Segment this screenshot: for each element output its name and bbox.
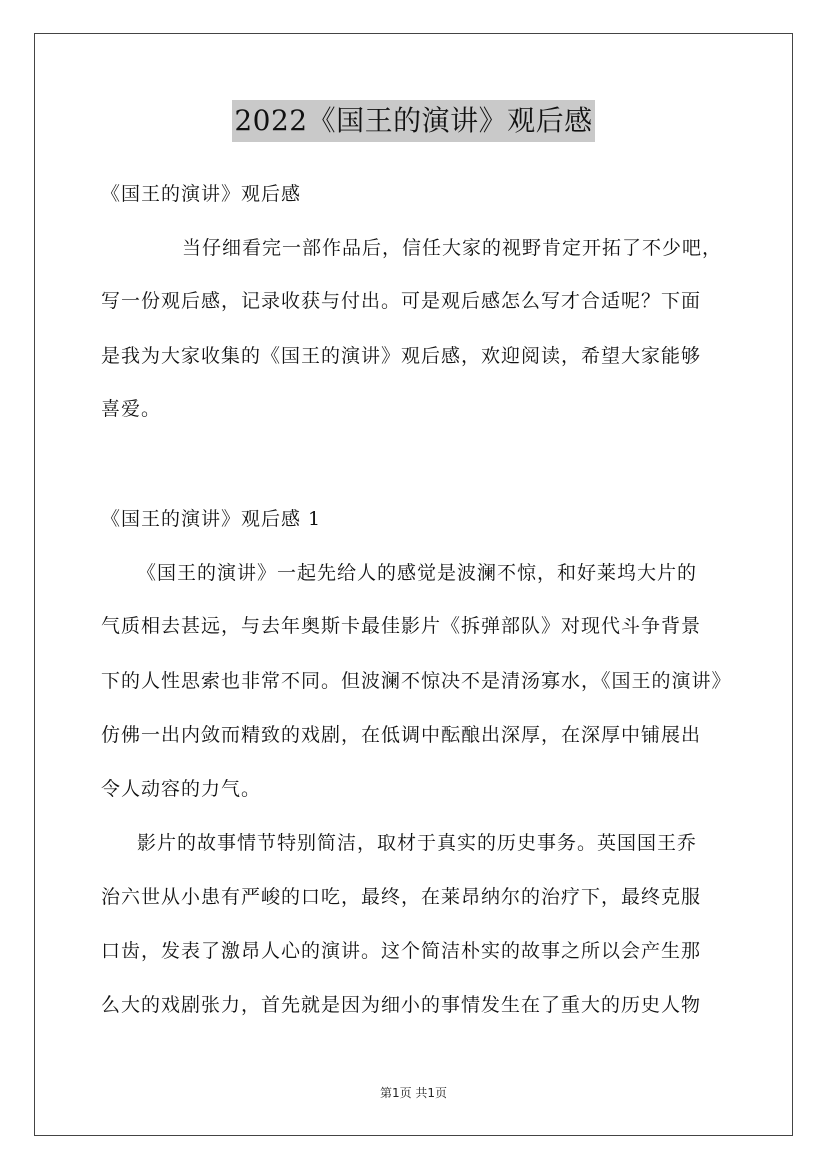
subtitle: 《国王的演讲》观后感 (101, 183, 302, 205)
paragraph-line: 么大的戏剧张力，首先就是因为细小的事情发生在了重大的历史人物 (101, 994, 702, 1016)
paragraph-line: 下的人性思索也非常不同。但波澜不惊决不是清汤寡水，《国王的演讲》 (101, 670, 732, 692)
paragraph-line: 影片的故事情节特别简洁，取材于真实的历史事务。英国国王乔 (137, 832, 698, 854)
intro-line: 写一份观后感，记录收获与付出。可是观后感怎么写才合适呢？下面 (101, 290, 702, 312)
paragraph-line: 《国王的演讲》一起先给人的感觉是波澜不惊，和好莱坞大片的 (137, 562, 698, 584)
paragraph-line: 口齿，发表了激昂人心的演讲。这个简洁朴实的故事之所以会产生那 (101, 940, 702, 962)
paragraph-line: 仿佛一出内敛而精致的戏剧，在低调中酝酿出深厚，在深厚中铺展出 (101, 724, 702, 746)
document-title: 2022《国王的演讲》观后感 (232, 100, 594, 142)
section-heading: 《国王的演讲》观后感 1 (101, 508, 322, 530)
page-footer: 第1页 共1页 (379, 1086, 448, 1100)
intro-line: 当仔细看完一部作品后，信任大家的视野肯定开拓了不少吧， (182, 237, 723, 259)
title-wrap (0, 100, 827, 142)
intro-line: 是我为大家收集的《国王的演讲》观后感，欢迎阅读，希望大家能够 (101, 345, 702, 367)
paragraph-line: 令人动容的力气。 (101, 778, 262, 800)
paragraph-line: 治六世从小患有严峻的口吃，最终，在莱昂纳尔的治疗下，最终克服 (101, 886, 702, 908)
intro-line: 喜爱。 (101, 398, 162, 420)
paragraph-line: 气质相去甚远，与去年奥斯卡最佳影片《拆弹部队》对现代斗争背景 (101, 615, 702, 637)
